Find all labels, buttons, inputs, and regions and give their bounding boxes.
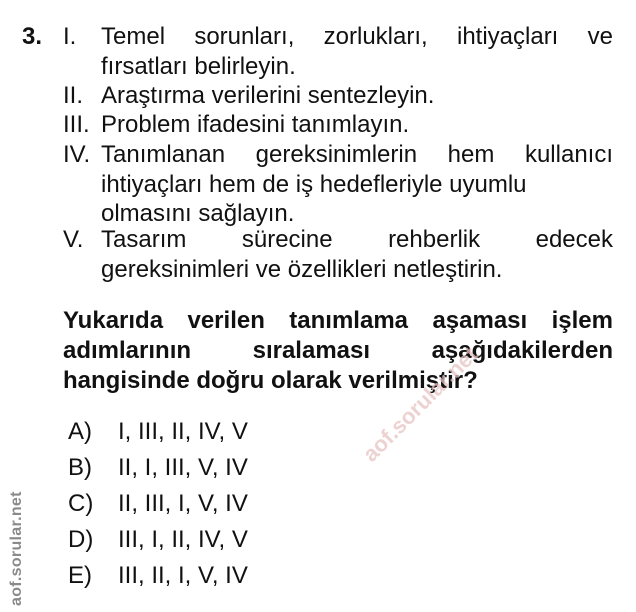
- stem-line: Yukarıda verilen tanımlama aşaması işlem: [63, 307, 613, 334]
- option-letter: A): [68, 418, 92, 445]
- option-value: III, II, I, V, IV: [118, 562, 248, 589]
- statement-item-2: [63, 81, 613, 111]
- statement-numeral: I.: [63, 23, 77, 50]
- statement-item-1: [63, 22, 613, 81]
- statement-line: Araştırma verilerini sentezleyin.: [101, 82, 435, 109]
- statement-line: fırsatları belirleyin.: [101, 52, 296, 80]
- question-number: 3.: [22, 23, 43, 50]
- side-watermark: aof.sorular.net: [8, 491, 25, 606]
- statement-item-4: [63, 140, 613, 229]
- option-value: II, I, III, V, IV: [118, 454, 248, 481]
- statement-line: Tasarım sürecine rehberlik edecek: [101, 226, 613, 253]
- statement-numeral: II.: [63, 82, 84, 109]
- statement-item-3: [63, 110, 613, 140]
- option-letter: C): [68, 490, 94, 517]
- option-value: II, III, I, V, IV: [118, 490, 248, 517]
- statement-numeral: III.: [63, 111, 90, 138]
- statement-line: Temel sorunları, zorlukları, ihtiyaçları ve: [101, 23, 613, 50]
- option-letter: B): [68, 454, 92, 481]
- diagonal-watermark: aof.sorular.net: [357, 341, 483, 467]
- stem-line: adımlarının sıralaması aşağıdakilerden: [63, 337, 613, 364]
- statement-line: ihtiyaçları hem de iş hedefleriyle uyumlu: [101, 170, 527, 198]
- statement-numeral: V.: [63, 226, 84, 253]
- question-stem: [63, 306, 613, 396]
- option-letter: D): [68, 526, 94, 553]
- option-value: III, I, II, IV, V: [118, 526, 248, 553]
- stem-line: hangisinde doğru olarak verilmiştir?: [63, 367, 478, 394]
- statement-line: Tanımlanan gereksinimlerin hem kullanıcı: [101, 141, 613, 168]
- option-value: I, III, II, IV, V: [118, 418, 248, 445]
- statement-line: Problem ifadesini tanımlayın.: [101, 111, 410, 138]
- statement-line: gereksinimleri ve özellikleri netleştirin.: [101, 255, 503, 283]
- option-letter: E): [68, 562, 92, 589]
- statement-numeral: IV.: [63, 141, 91, 168]
- statement-item-5: [63, 225, 613, 284]
- statement-line: olmasını sağlayın.: [101, 200, 295, 227]
